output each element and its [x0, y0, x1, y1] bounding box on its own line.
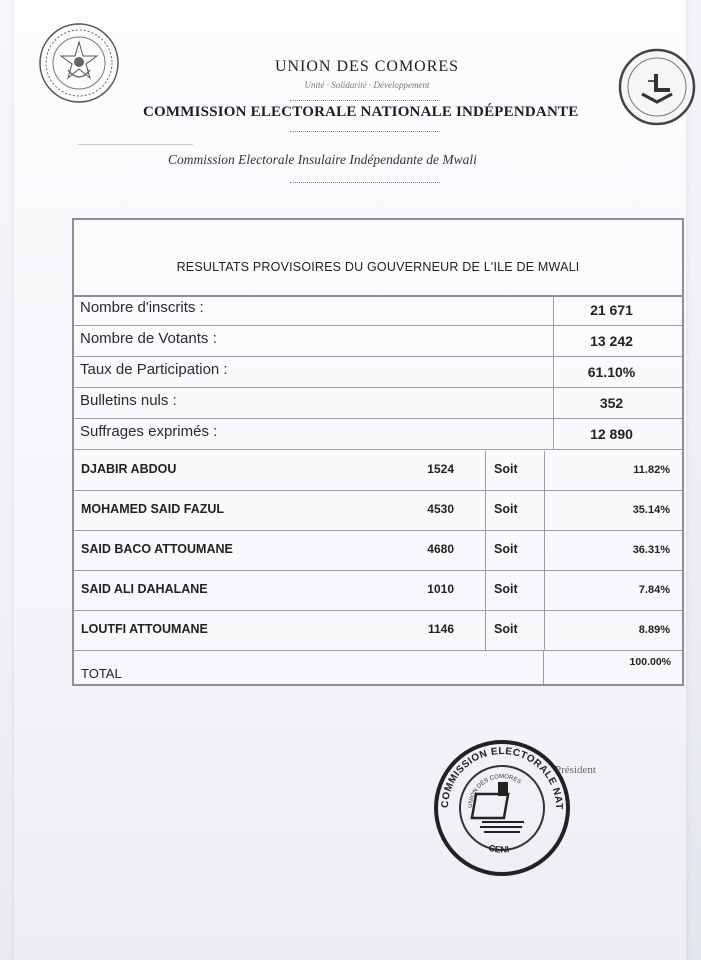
- soit-label: Soit: [494, 542, 518, 556]
- candidate-percent: 7.84%: [638, 584, 670, 596]
- document-header: [0, 0, 701, 200]
- stat-label: Nombre de Votants :: [80, 330, 217, 347]
- stat-label: Taux de Participation :: [80, 361, 228, 378]
- stat-label: Suffrages exprimés :: [80, 423, 218, 440]
- candidate-row: [74, 531, 682, 571]
- candidate-percent: 36.31%: [632, 544, 670, 556]
- table-title-cell: [74, 220, 682, 297]
- national-motto: Unité · Solidarité · Développement: [304, 80, 430, 90]
- results-table: [72, 218, 684, 686]
- candidate-row: [74, 611, 682, 651]
- stat-value: 21 671: [590, 302, 633, 318]
- stat-value: 13 242: [590, 333, 633, 349]
- stat-row-voters: [74, 326, 682, 357]
- candidate-percent: 8.89%: [638, 624, 670, 636]
- total-percent: 100.00%: [629, 656, 671, 668]
- stat-label: Nombre d'inscrits :: [80, 299, 204, 316]
- results-title: RESULTATS PROVISOIRES DU GOUVERNEUR DE L'ILE DE MWALI: [176, 260, 580, 274]
- divider: [290, 131, 440, 132]
- candidate-votes: 1146: [427, 622, 454, 636]
- stat-row-registered: [74, 295, 682, 326]
- stat-row-null-ballots: [74, 388, 682, 419]
- stamp-text: COMMISSION ELECTORALE NAT: [439, 745, 565, 810]
- candidate-votes: 1524: [427, 462, 454, 476]
- candidate-row: [74, 491, 682, 531]
- soit-label: Soit: [494, 622, 518, 636]
- candidate-votes: 1010: [427, 582, 454, 596]
- stat-value: 12 890: [590, 426, 633, 442]
- total-row: [74, 650, 682, 684]
- stamp-inner-text: UNION DES COMORES: [467, 773, 523, 809]
- total-label: TOTAL: [81, 666, 122, 681]
- svg-text:UNION DES COMORES: [468, 774, 522, 808]
- soit-label: Soit: [494, 462, 518, 476]
- stat-value: 61.10%: [587, 364, 636, 380]
- country-name: UNION DES COMORES: [274, 58, 460, 75]
- candidate-votes: 4530: [427, 502, 454, 516]
- candidate-percent: 11.82%: [633, 464, 670, 476]
- svg-text:CENI: [488, 843, 510, 855]
- divider: [78, 144, 193, 145]
- candidate-row: [74, 451, 682, 491]
- candidate-votes: 4680: [427, 542, 454, 556]
- ballot-box-stamp-icon: [428, 738, 576, 878]
- divider: [290, 182, 440, 183]
- candidate-percent: 35.14%: [632, 504, 670, 516]
- stamp-abbr: CENI: [487, 842, 510, 855]
- commission-title: COMMISSION ELECTORALE NATIONALE INDÉPENDANTE: [143, 104, 579, 120]
- divider: [290, 100, 440, 101]
- candidate-name: SAID BACO ATTOUMANE: [81, 542, 233, 556]
- stat-row-valid-votes: [74, 419, 682, 450]
- candidate-name: LOUTFI ATTOUMANE: [81, 622, 208, 636]
- soit-label: Soit: [494, 582, 518, 596]
- soit-label: Soit: [494, 502, 518, 516]
- candidate-row: [74, 571, 682, 611]
- stat-value: 352: [599, 395, 624, 411]
- signature-title: Président: [555, 764, 596, 776]
- candidate-name: SAID ALI DAHALANE: [81, 582, 208, 596]
- stat-row-turnout: [74, 357, 682, 388]
- stat-label: Bulletins nuls :: [80, 392, 177, 409]
- ceni-logo-seal-icon: [618, 48, 696, 126]
- candidate-name: DJABIR ABDOU: [81, 462, 177, 476]
- insular-commission-title: Commission Electorale Insulaire Indépendante de Mwali: [168, 152, 477, 167]
- candidate-name: MOHAMED SAID FAZUL: [81, 502, 225, 516]
